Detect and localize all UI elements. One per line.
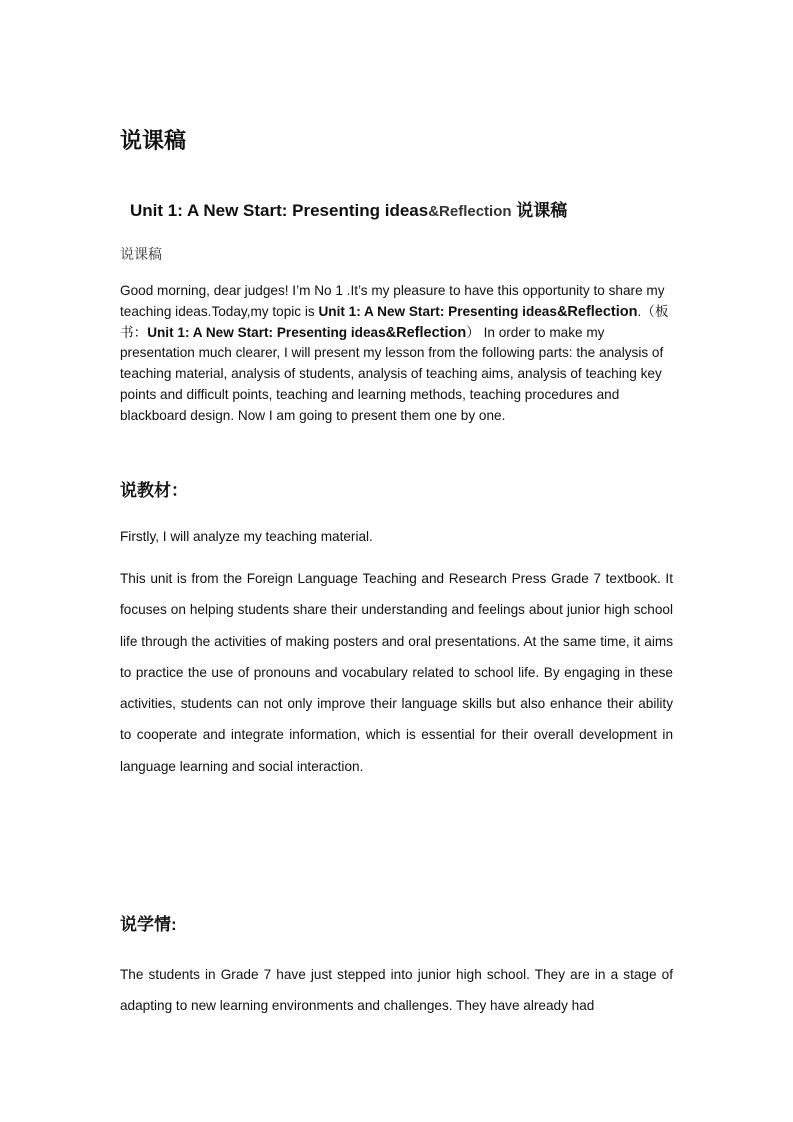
intro-topic-bold: Unit 1: A New Start: Presenting ideas xyxy=(318,303,557,319)
subtitle-suffix: 说课稿 xyxy=(511,201,568,220)
material-paragraph: This unit is from the Foreign Language Teaching and Research Press Grade 7 textbook. It focuses on helping students share their understanding and feelings about junior high school life through the activities of making posters and oral presentations. At the same time, it aims to practice the use of pronouns and vocabulary related to school life. By engaging in these activities, students can not only improve their language skills but also enhance their ability to cooperate and integrate information, which is essential for their overall development in language learning and social interaction. xyxy=(120,571,673,774)
intro-board-reflection: &Reflection xyxy=(385,324,467,341)
intro-paragraph xyxy=(120,281,680,427)
heading-students: 说学情: xyxy=(120,915,177,934)
document-title: 说课稿 xyxy=(120,128,187,153)
material-intro-line: Firstly, I will analyze my teaching material. xyxy=(120,529,373,544)
subtitle-unit: Unit 1: A New Start: Presenting ideas xyxy=(130,201,429,220)
section-label: 说课稿 xyxy=(120,247,162,263)
intro-text-2: .（板书： xyxy=(120,303,669,340)
heading-teaching-material: 说教材： xyxy=(120,481,188,500)
intro-text-3: ） In order to make my presentation much clearer, I will present my lesson from the following parts: the analysis of teaching material, analysis of students, analysis of teaching aims, analysis of teaching key points and difficult points, teaching and learning methods, teaching procedures and blackboard design. Now I am going to present them one by one. xyxy=(120,324,664,423)
subtitle-reflection: &Reflection xyxy=(428,203,512,220)
intro-topic-reflection: &Reflection xyxy=(556,303,638,320)
intro-board-bold: Unit 1: A New Start: Presenting ideas xyxy=(147,324,386,340)
lesson-subtitle xyxy=(130,196,567,221)
students-paragraph: The students in Grade 7 have just stepped into junior high school. They are in a stage of adapting to new learning environments and challenges. They have already had xyxy=(120,967,673,1014)
intro-text-1: Good morning, dear judges! I’m No 1 .It’s my pleasure to have this opportunity to share my teaching ideas.Today,my topic is xyxy=(120,283,665,319)
